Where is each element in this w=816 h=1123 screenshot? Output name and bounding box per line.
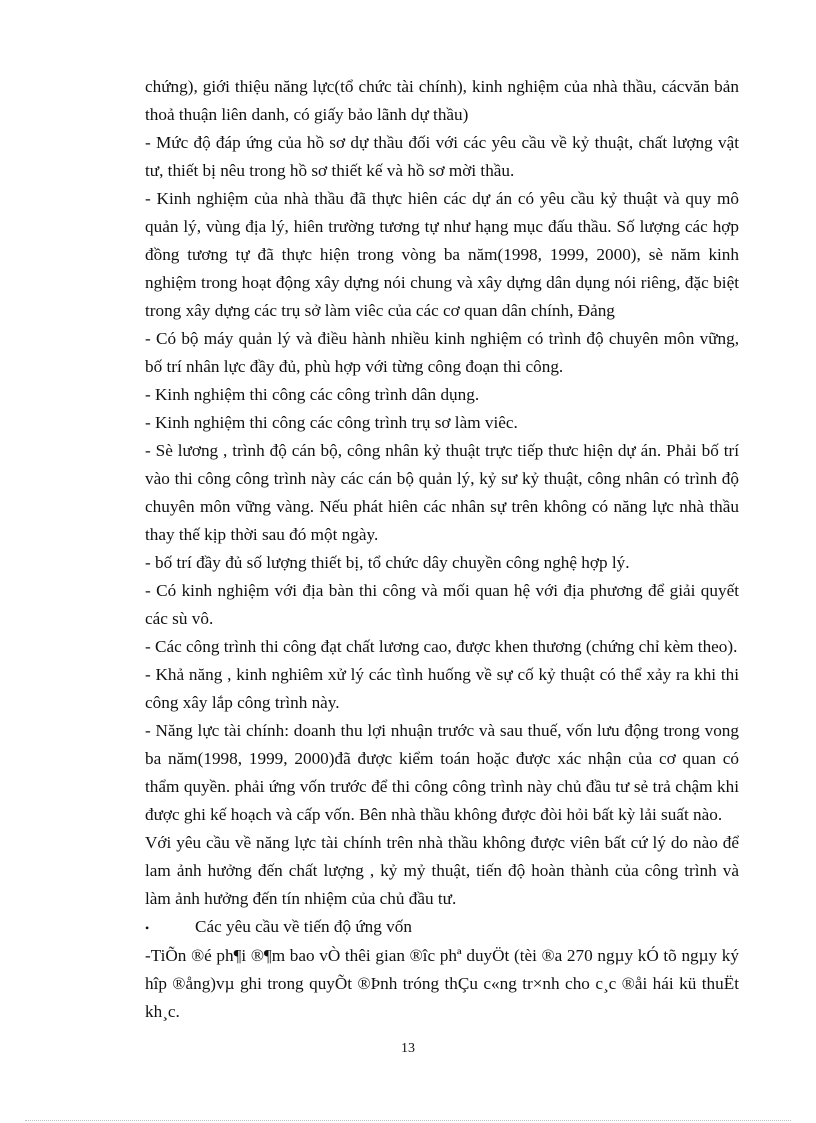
- paragraph-financial-capacity: - Năng lực tài chính: doanh thu lợi nhuận trước và sau thuế, vốn lưu động trong vong ba năm(1998, 1999, 2000)đã được kiểm toán hoặc được xác nhận của cơ quan có thẩm quyền. phải ứng vốn trước để thi công công trình này chủ đầu tư sẻ trả chậm khi được ghi kế hoạch và cấp vốn. Bên nhà thầu không được đòi hỏi bất kỳ lải suất nào.: [145, 721, 739, 824]
- body-text: [145, 73, 739, 1026]
- page-number: 13: [401, 1041, 415, 1056]
- bullet-item: [145, 913, 739, 942]
- paragraph-contractor-experience: - Kinh nghiệm của nhà thầu đã thực hiên các dự án có yêu cầu kỷ thuật và quy mô quản lý, vùng địa lý, hiên trường tương tự như hạng mục đấu thầu. Số lượng các hợp đồng tương tự đã thực hiện trong vòng ba năm(1998, 1999, 2000), sè năm kinh nghiệm trong hoạt động xây dựng nói chung và xây dựng dân dụng nói riêng, đặc biệt trong xây dựng các trụ sở làm viêc của các cơ quan dân chính, Đảng: [145, 189, 739, 320]
- paragraph-schedule-legacy-encoding: -TiÕn ®é ph¶i ®¶m bao vÒ thêi gian ®îc phª duyÖt (tèi ®a 270 ngµy kÓ tõ ngµy ký hîp ®ång)vµ ghi trong quyÕt ®Þnh tróng thÇu c«ng tr×nh cho c¸c ®åi hái kü thuËt kh¸c.: [145, 946, 739, 1021]
- paragraph-staff-qualification: - Sè lương , trình độ cán bộ, công nhân kỷ thuật trực tiếp thưc hiện dự án. Phải bố trí vào thi công công trình này các cán bộ quản lý, kỷ sư kỷ thuật, công nhân có trình độ chuyên môn vững vàng. Nếu phát hiên các nhân sự trên không có năng lực nhà thầu thay thế kịp thời sau đó một ngày.: [145, 441, 739, 544]
- paragraph-incident-handling: - Khả năng , kinh nghiêm xử lý các tình huống về sự cố kỷ thuật có thể xảy ra khi thi công xây lắp công trình này.: [145, 665, 739, 712]
- paragraph-office-works-experience: - Kinh nghiệm thi công các công trình trụ sơ làm viêc.: [145, 413, 518, 432]
- paragraph-financial-requirements-note: Với yêu cầu về năng lực tài chính trên nhà thầu không được viên bất cứ lý do nào để lam ảnh hưởng đến chất lượng , kỷ mỷ thuật, tiến độ hoàn thành của công trình và làm ảnh hưởng đến tín nhiệm của chủ đầu tư.: [145, 833, 739, 908]
- bullet-symbol: •: [145, 921, 150, 935]
- paragraph-management-apparatus: - Có bộ máy quản lý và điều hành nhiều kinh nghiệm có trình độ chuyên môn vững, bố trí nhân lực đầy đủ, phù hợp với từng công đoạn thi công.: [145, 329, 739, 376]
- paragraph-equipment: - bố trí đầy đủ số lượng thiết bị, tổ chức dây chuyền công nghệ hợp lý.: [145, 553, 630, 572]
- paragraph-civil-works-experience: - Kinh nghiệm thi công các công trình dân dụng.: [145, 385, 480, 404]
- paragraph-local-experience: - Có kinh nghiệm với địa bàn thi công và mối quan hệ với địa phương để giải quyết các sù vô.: [145, 581, 739, 628]
- paragraph-quality-works: - Các công trình thi công đạt chất lương cao, được khen thương (chứng chỉ kèm theo).: [145, 637, 738, 656]
- paragraph-financial-capacity-intro: chứng), giới thiệu năng lực(tổ chức tài chính), kinh nghiệm của nhà thầu, cácvăn bản thoả thuận liên danh, có giấy bảo lãnh dự thầu): [145, 77, 739, 124]
- paragraph-technical-compliance: - Mức độ đáp ứng của hồ sơ dự thầu đối với các yêu cầu về kỷ thuật, chất lượng vật tư, thiết bị nêu trong hồ sơ thiết kế và hồ sơ mời thầu.: [145, 133, 739, 180]
- bullet-text: Các yêu cầu về tiến độ ứng vốn: [195, 917, 412, 936]
- page-bottom-divider: [25, 1120, 791, 1121]
